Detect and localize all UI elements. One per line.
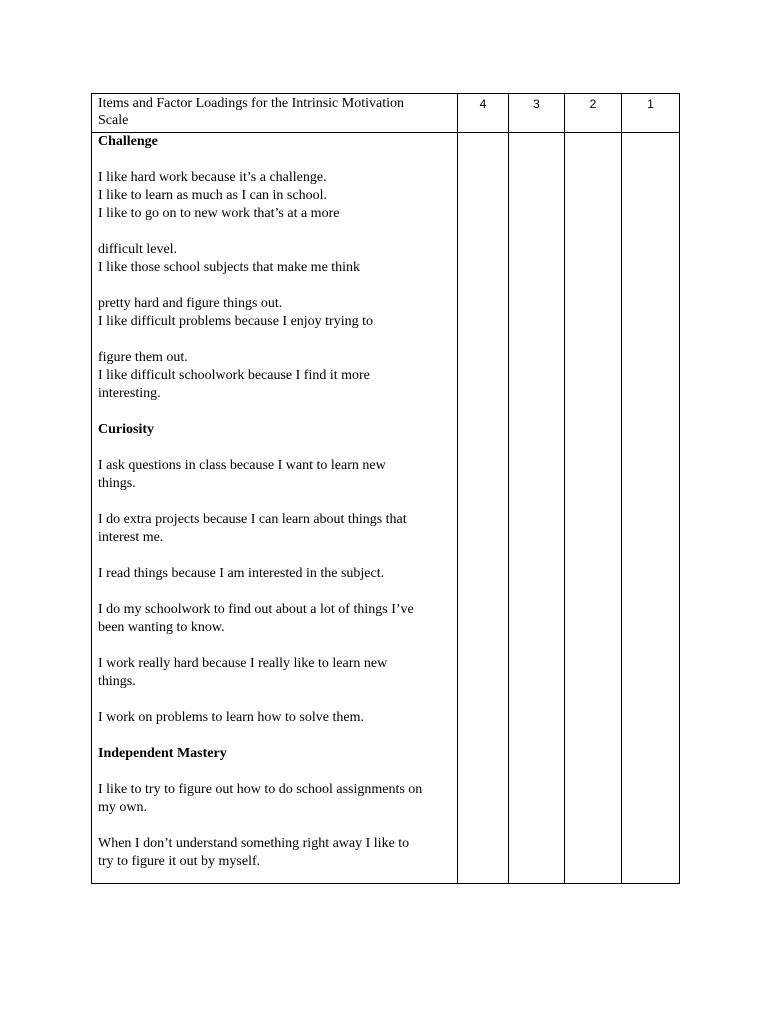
blank-line <box>98 763 451 781</box>
table-header-row <box>92 94 680 133</box>
item-text-line: been wanting to know. <box>98 620 225 635</box>
table-title-line-2: Scale <box>98 113 129 128</box>
item-text-line: I work on problems to learn how to solve them. <box>98 710 364 725</box>
item-text-line: my own. <box>98 800 147 815</box>
item-text-line: I do extra projects because I can learn about things that <box>98 512 407 527</box>
item-text-line: I like to learn as much as I can in school. <box>98 188 327 203</box>
item-text-line: When I don’t understand something right away I like to <box>98 836 410 851</box>
blank-line <box>98 151 451 169</box>
score-cell-4[interactable] <box>458 133 509 884</box>
table-title-line-1: Items and Factor Loadings for the Intrinsic Motivation <box>98 96 404 111</box>
score-cell-3[interactable] <box>509 133 565 884</box>
item-text-line: I ask questions in class because I want to learn new <box>98 458 386 473</box>
item-text-line: things. <box>98 674 136 689</box>
item-text-line: figure them out. <box>98 350 188 365</box>
blank-line <box>98 223 451 241</box>
score-header-2: 2 <box>565 94 622 133</box>
blank-line <box>98 403 451 421</box>
blank-line <box>98 637 451 655</box>
blank-line <box>98 493 451 511</box>
item-text-line: try to figure it out by myself. <box>98 854 261 869</box>
item-text-line: I like to go on to new work that’s at a more <box>98 206 340 221</box>
item-text-line: I like hard work because it’s a challenge. <box>98 170 327 185</box>
score-header-1: 1 <box>622 94 680 133</box>
item-text-line: I like difficult problems because I enjoy trying to <box>98 314 374 329</box>
table-title <box>92 94 458 133</box>
blank-line <box>98 727 451 745</box>
blank-line <box>98 817 451 835</box>
blank-line <box>98 439 451 457</box>
blank-line <box>98 691 451 709</box>
items-cell <box>92 133 458 884</box>
item-text-line: difficult level. <box>98 242 178 257</box>
item-text-line: pretty hard and figure things out. <box>98 296 283 311</box>
score-header-4: 4 <box>458 94 509 133</box>
item-text-line: I like those school subjects that make me think <box>98 260 361 275</box>
item-text-line: I like to try to figure out how to do school assignments on <box>98 782 423 797</box>
score-cell-2[interactable] <box>565 133 622 884</box>
item-text-line: interest me. <box>98 530 164 545</box>
item-text-line: interesting. <box>98 386 161 401</box>
item-text-line: I do my schoolwork to find out about a lot of things I’ve <box>98 602 414 617</box>
intrinsic-motivation-table <box>91 93 680 884</box>
blank-line <box>98 547 451 565</box>
section-heading: Challenge <box>98 134 158 149</box>
blank-line <box>98 277 451 295</box>
score-cell-1[interactable] <box>622 133 680 884</box>
score-header-3: 3 <box>509 94 565 133</box>
blank-line <box>98 331 451 349</box>
section-heading: Independent Mastery <box>98 746 227 761</box>
item-text-line: I like difficult schoolwork because I find it more <box>98 368 370 383</box>
item-text-line: I work really hard because I really like to learn new <box>98 656 388 671</box>
table-body-row <box>92 133 680 884</box>
item-text-line: I read things because I am interested in the subject. <box>98 566 385 581</box>
blank-line <box>98 583 451 601</box>
item-text-line: things. <box>98 476 136 491</box>
section-heading: Curiosity <box>98 422 154 437</box>
